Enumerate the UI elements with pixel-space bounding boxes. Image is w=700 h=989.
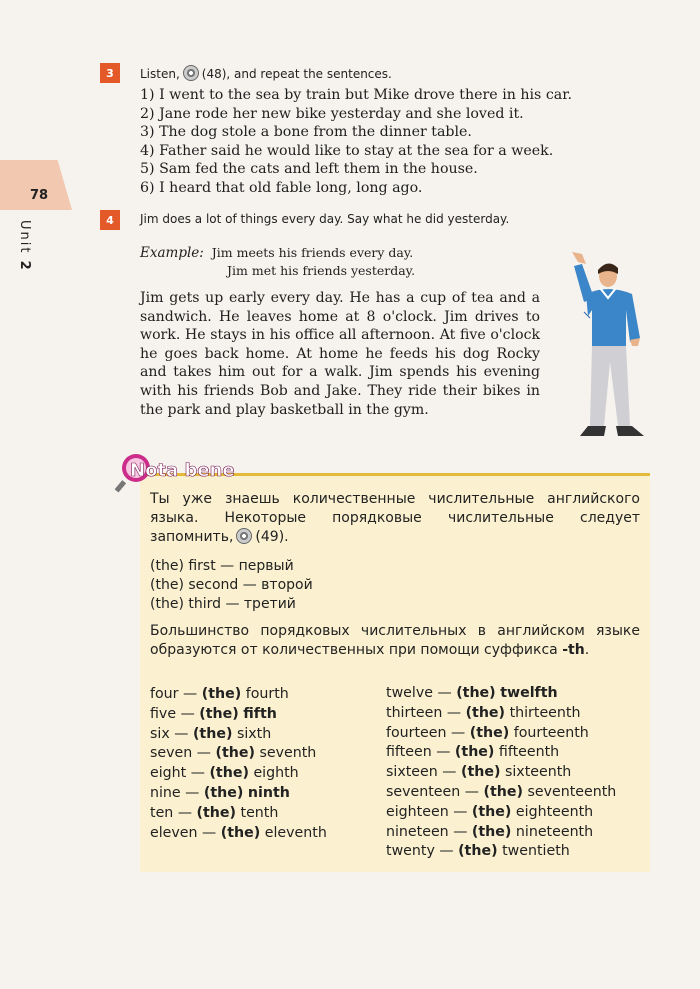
- article-the: (the): [209, 765, 249, 782]
- sentence-item: 4) Father said he would like to stay at the sea for a week.: [140, 142, 554, 159]
- nota-rule-end: .: [584, 641, 590, 658]
- cardinal-word: fourteen: [386, 724, 447, 741]
- ordinal-row: [150, 784, 327, 804]
- dash: —: [183, 686, 198, 702]
- cd-icon: [183, 65, 199, 81]
- sentence-item: 5) Sam fed the cats and left them in the house.: [140, 161, 478, 177]
- unit-label: [17, 220, 32, 272]
- ordinal-word: fourteenth: [513, 724, 589, 741]
- sentence-list: [140, 86, 572, 197]
- exercise-4-number: 4: [100, 210, 120, 230]
- example-label: Example:: [140, 245, 204, 261]
- dash: —: [453, 803, 468, 820]
- example-block: [140, 244, 415, 279]
- article-the: (the): [469, 724, 510, 741]
- dash: —: [439, 843, 454, 860]
- dash: —: [446, 704, 462, 721]
- nota-rule-text: Большинство порядковых числительных в английском языке образуются от количественных при помощи суффикса: [150, 623, 640, 658]
- page-number: 78: [30, 188, 49, 203]
- article-the: (the): [471, 823, 512, 840]
- cardinal-word: fifteen: [386, 744, 432, 761]
- cardinal-word: eleven: [150, 824, 198, 841]
- waving-man-illustration: [560, 250, 670, 450]
- cardinal-word: five: [150, 705, 177, 722]
- article-the: (the): [220, 824, 261, 841]
- exercise-4-instruction: Jim does a lot of things every day. Say what he did yesterday.: [140, 212, 510, 226]
- ordinal-word: twentieth: [502, 843, 570, 860]
- ordinal-row: [386, 743, 616, 763]
- ordinal-row: [386, 763, 616, 783]
- ordinal-word: sixth: [236, 725, 272, 742]
- ordinal-row: [150, 685, 327, 705]
- article-the: (the): [201, 686, 242, 702]
- cardinal-word: nineteen: [386, 823, 449, 840]
- article-the: (the): [465, 704, 506, 721]
- nota-intro-text: Ты уже знаешь количественные числительные английского языка. Некоторые порядковые числительные следует запомнить,: [150, 491, 640, 545]
- ordinal-word: fourth: [245, 686, 289, 702]
- cardinal-word: eighteen: [386, 803, 449, 820]
- nota-rule-paragraph: [150, 622, 640, 660]
- nota-intro-track: (49).: [255, 528, 289, 545]
- ordinal-column-left: [150, 685, 327, 843]
- ordinal-row: [386, 783, 616, 803]
- ordinal-row: [150, 824, 327, 844]
- ordinal-word: eighth: [253, 765, 299, 782]
- dash: —: [190, 765, 205, 782]
- nota-bene-logo-text: Nota bene: [130, 460, 235, 481]
- unit-word: Unit: [17, 220, 32, 255]
- ordinal-word: thirteenth: [509, 704, 581, 721]
- ordinal-word: tenth: [240, 804, 279, 821]
- dash: —: [174, 725, 189, 742]
- cardinal-word: four: [150, 686, 179, 702]
- dash: —: [453, 823, 468, 840]
- ordinal-second: (the) second — второй: [150, 576, 313, 593]
- cardinal-word: seventeen: [386, 783, 461, 800]
- article-the: (the): [471, 803, 512, 820]
- ordinal-row: [386, 724, 616, 744]
- dash: —: [202, 824, 217, 841]
- dash: —: [437, 685, 452, 701]
- nota-intro-paragraph: [150, 490, 640, 546]
- example-line-2: Jim met his friends yesterday.: [227, 263, 416, 278]
- ordinal-row: [150, 705, 327, 725]
- article-the: (the): [203, 784, 244, 801]
- cardinal-word: ten: [150, 804, 174, 821]
- article-the: (the): [483, 783, 523, 800]
- exercise-3-instruction: [140, 65, 392, 81]
- cardinal-word: sixteen: [386, 764, 438, 781]
- article-the: (the): [215, 745, 255, 762]
- cardinal-word: thirteen: [386, 704, 443, 721]
- cd-icon-2: [236, 528, 252, 544]
- ordinal-word: nineteenth: [515, 823, 594, 840]
- article-the: (the): [460, 764, 501, 781]
- ordinal-third: (the) third — третий: [150, 595, 296, 612]
- dash: —: [442, 764, 457, 781]
- ordinal-row: [386, 823, 616, 843]
- ordinal-row: [150, 764, 327, 784]
- unit-number: 2: [17, 260, 32, 272]
- ordinal-row: [150, 744, 327, 764]
- dash: —: [436, 744, 451, 761]
- ordinal-column-right: [386, 684, 616, 862]
- dash: —: [180, 705, 195, 722]
- dash: —: [185, 784, 200, 801]
- jim-story-paragraph: Jim gets up early every day. He has a cup of tea and a sandwich. He leaves home at 8 o'clock. Jim drives to work. He stays in his office all afternoon. At five o'clock he goes back home. At home he feeds his dog Rocky and takes him out for a walk. Jim spends his evening with his friends Bob and Jake. They ride their bikes in the park and play basketball in the gym.: [140, 290, 540, 418]
- cardinal-word: six: [150, 725, 170, 742]
- article-the: (the): [199, 705, 239, 722]
- article-the: (the): [456, 685, 496, 701]
- ordinal-word: twelfth: [500, 685, 558, 701]
- irregular-ordinals: [150, 557, 313, 613]
- suffix-th: -th: [562, 641, 585, 658]
- ordinal-word: eleventh: [264, 824, 327, 841]
- ordinal-first: (the) first — первый: [150, 558, 294, 574]
- sentence-item: 3) The dog stole a bone from the dinner table.: [140, 124, 472, 140]
- ordinal-word: sixteenth: [504, 764, 572, 781]
- dash: —: [451, 724, 466, 741]
- dash: —: [464, 783, 479, 800]
- instr-listen: Listen,: [140, 67, 180, 81]
- ordinal-word: ninth: [247, 784, 290, 801]
- sentence-item: 2) Jane rode her new bike yesterday and she loved it.: [140, 105, 524, 122]
- ordinal-word: fifteenth: [498, 744, 560, 761]
- article-the: (the): [454, 744, 495, 761]
- ordinal-word: seventh: [259, 745, 317, 762]
- cardinal-word: seven: [150, 745, 193, 762]
- article-the: (the): [192, 725, 233, 742]
- ordinal-row: [386, 803, 616, 823]
- ordinal-word: seventeenth: [527, 783, 617, 800]
- ordinal-row: [386, 684, 616, 704]
- dash: —: [177, 804, 192, 821]
- ordinal-row: [386, 842, 616, 862]
- ordinal-word: fifth: [243, 705, 277, 722]
- instr-rest: (48), and repeat the sentences.: [201, 67, 392, 81]
- cardinal-word: nine: [150, 784, 181, 801]
- ordinal-word: eighteenth: [515, 803, 594, 820]
- ordinal-row: [150, 804, 327, 824]
- cardinal-word: eight: [150, 765, 187, 782]
- article-the: (the): [458, 843, 498, 860]
- dash: —: [196, 745, 211, 762]
- example-line-1: Jim meets his friends every day.: [211, 245, 414, 260]
- cardinal-word: twenty: [386, 843, 435, 860]
- sentence-item: 1) I went to the sea by train but Mike drove there in his car.: [140, 87, 572, 103]
- article-the: (the): [196, 804, 236, 821]
- ordinal-row: [150, 725, 327, 745]
- exercise-3-number: 3: [100, 63, 120, 83]
- ordinal-row: [386, 704, 616, 724]
- cardinal-word: twelve: [386, 685, 433, 701]
- sentence-item: 6) I heard that old fable long, long ago.: [140, 179, 423, 196]
